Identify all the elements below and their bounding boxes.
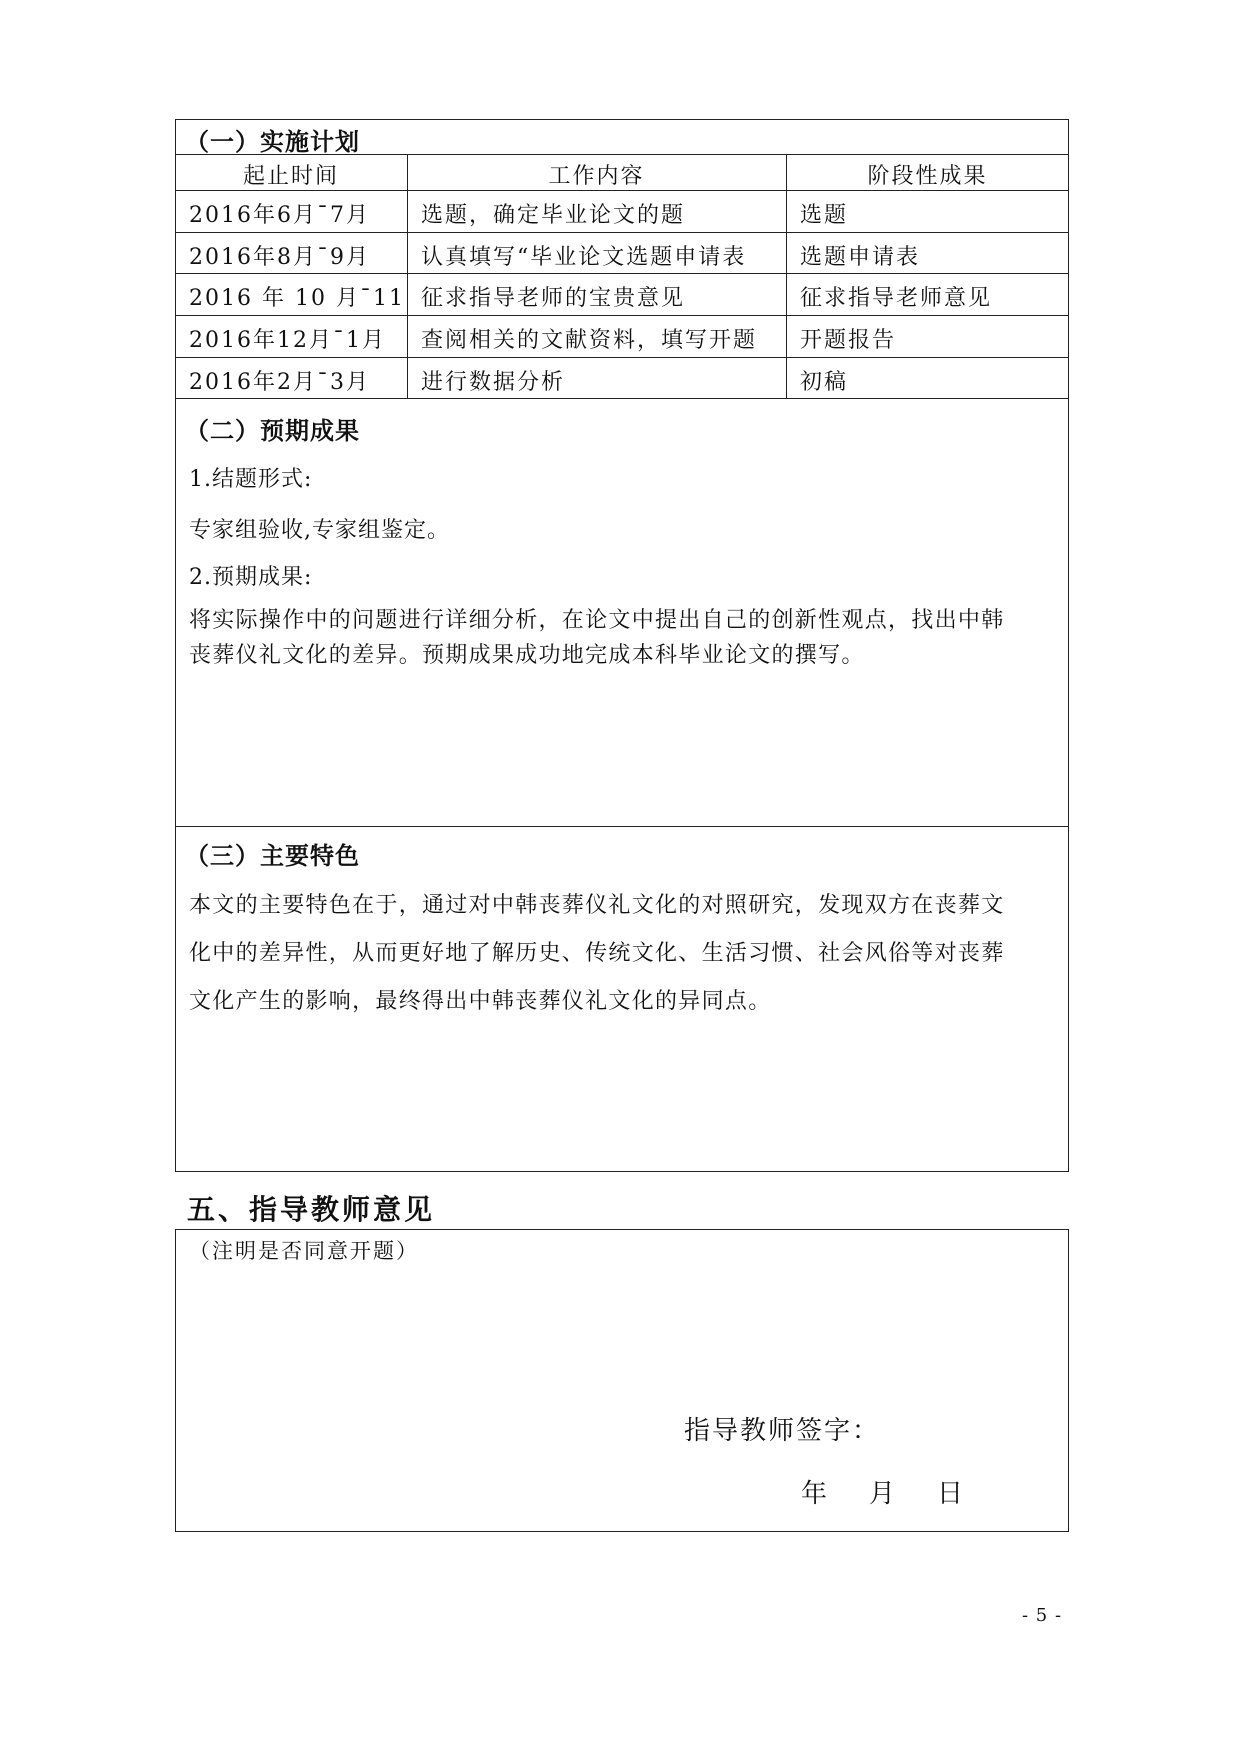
plan-column-divider: [407, 154, 408, 398]
advisor-heading: 五、指导教师意见: [187, 1193, 436, 1226]
plan-row-divider: [175, 232, 1069, 233]
expected-item2-line: 将实际操作中的问题进行详细分析，在论文中提出自己的创新性观点，找出中韩: [189, 608, 1005, 633]
features-line: 文化产生的影响，最终得出中韩丧葬仪礼文化的异同点。: [189, 989, 772, 1014]
table-row-time: 2016 年 10 月¯11: [189, 286, 405, 311]
expected-item1-text: 专家组验收,专家组鉴定。: [189, 518, 450, 543]
plan-column-divider: [786, 154, 787, 398]
table-row-result: 选题申请表: [800, 245, 921, 270]
advisor-note: （注明是否同意开题）: [189, 1239, 419, 1263]
table-row-time: 2016年12月¯1月: [189, 328, 386, 353]
plan-row-divider: [175, 273, 1069, 274]
plan-row-divider: [175, 315, 1069, 316]
expected-section-bottom: [175, 826, 1069, 827]
expected-item2-line: 丧葬仪礼文化的差异。预期成果成功地完成本科毕业论文的撰写。: [189, 643, 865, 668]
plan-row-divider: [175, 357, 1069, 358]
table-row-result: 开题报告: [800, 328, 897, 353]
expected-item2-label: 2.预期成果:: [189, 565, 313, 590]
advisor-date-label: 年 月 日: [801, 1479, 972, 1509]
features-line: 本文的主要特色在于，通过对中韩丧葬仪礼文化的对照研究，发现双方在丧葬文: [189, 893, 1005, 918]
header-result: 阶段性成果: [867, 164, 988, 189]
advisor-signature-label: 指导教师签字：: [684, 1416, 881, 1446]
table-row-time: 2016年6月¯7月: [189, 203, 370, 228]
header-content: 工作内容: [548, 164, 645, 189]
table-row-content: 进行数据分析: [421, 370, 566, 395]
expected-item1-label: 1.结题形式:: [189, 467, 313, 492]
table-row-result: 征求指导老师意见: [800, 286, 993, 311]
table-row-content: 查阅相关的文献资料，填写开题: [421, 328, 758, 353]
plan-header-divider: [175, 190, 1069, 191]
table-row-result: 初稿: [800, 370, 849, 395]
table-row-content: 征求指导老师的宝贵意见: [421, 286, 686, 311]
table-row-content: 认真填写“毕业论文选题申请表: [421, 245, 747, 270]
expected-section-title: （二）预期成果: [185, 416, 360, 445]
plan-table-bottom: [175, 398, 1069, 399]
features-section-title: （三）主要特色: [185, 841, 360, 870]
table-row-time: 2016年2月¯3月: [189, 370, 370, 395]
table-row-time: 2016年8月¯9月: [189, 245, 370, 270]
plan-section-title: （一）实施计划: [185, 127, 360, 156]
page-number: - 5 -: [1022, 1605, 1063, 1626]
table-row-content: 选题，确定毕业论文的题: [421, 203, 686, 228]
features-line: 化中的差异性，从而更好地了解历史、传统文化、生活习惯、社会风俗等对丧葬: [189, 941, 1005, 966]
table-row-result: 选题: [800, 203, 849, 228]
header-time: 起止时间: [242, 164, 339, 189]
